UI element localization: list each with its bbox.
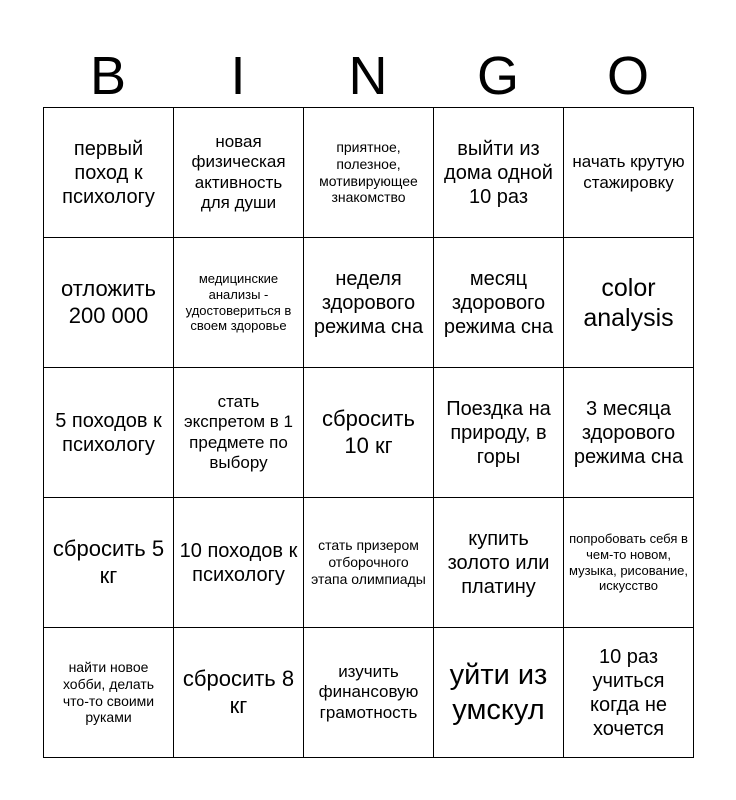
header-letter-o: O [606,46,649,106]
bingo-cell[interactable]: стать экспретом в 1 предмете по выбору [174,368,304,498]
bingo-header [43,46,693,106]
bingo-cell[interactable]: 10 походов к психологу [174,498,304,628]
bingo-cell[interactable]: color analysis [564,238,694,368]
bingo-board [43,107,694,758]
header-letter-n: N [348,46,388,106]
bingo-cell[interactable]: неделя здорового режима сна [304,238,434,368]
bingo-cell[interactable]: медицинские анализы - удостовериться в своем здоровье [174,238,304,368]
bingo-cell[interactable]: попробовать себя в чем-то новом, музыка, рисование, искусство [564,498,694,628]
bingo-cell[interactable]: сбросить 5 кг [44,498,174,628]
bingo-cell[interactable]: новая физическая активность для души [174,108,304,238]
bingo-cell[interactable]: 5 походов к психологу [44,368,174,498]
bingo-cell[interactable]: сбросить 10 кг [304,368,434,498]
bingo-cell[interactable]: месяц здорового режима сна [434,238,564,368]
bingo-cell[interactable]: уйти из умскул [434,628,564,758]
board-row [44,628,694,758]
bingo-cell[interactable]: выйти из дома одной 10 раз [434,108,564,238]
bingo-cell[interactable]: купить золото или платину [434,498,564,628]
bingo-cell[interactable]: сбросить 8 кг [174,628,304,758]
board-row [44,368,694,498]
header-letter-g: G [476,46,519,106]
bingo-cell[interactable]: первый поход к психологу [44,108,174,238]
bingo-cell[interactable]: приятное, полезное, мотивирующее знакомство [304,108,434,238]
bingo-cell[interactable]: изучить финансовую грамотность [304,628,434,758]
bingo-cell[interactable]: 3 месяца здорового режима сна [564,368,694,498]
bingo-cell[interactable]: начать крутую стажировку [564,108,694,238]
bingo-cell[interactable]: 10 раз учиться когда не хочется [564,628,694,758]
bingo-cell[interactable]: отложить 200 000 [44,238,174,368]
header-letter-b: B [89,46,127,106]
board-row [44,238,694,368]
board-row [44,498,694,628]
board-row [44,108,694,238]
header-letter-i: I [230,46,246,106]
bingo-cell[interactable]: найти новое хобби, делать что-то своими руками [44,628,174,758]
bingo-cell[interactable]: Поездка на природу, в горы [434,368,564,498]
bingo-cell[interactable]: стать призером отборочного этапа олимпиады [304,498,434,628]
